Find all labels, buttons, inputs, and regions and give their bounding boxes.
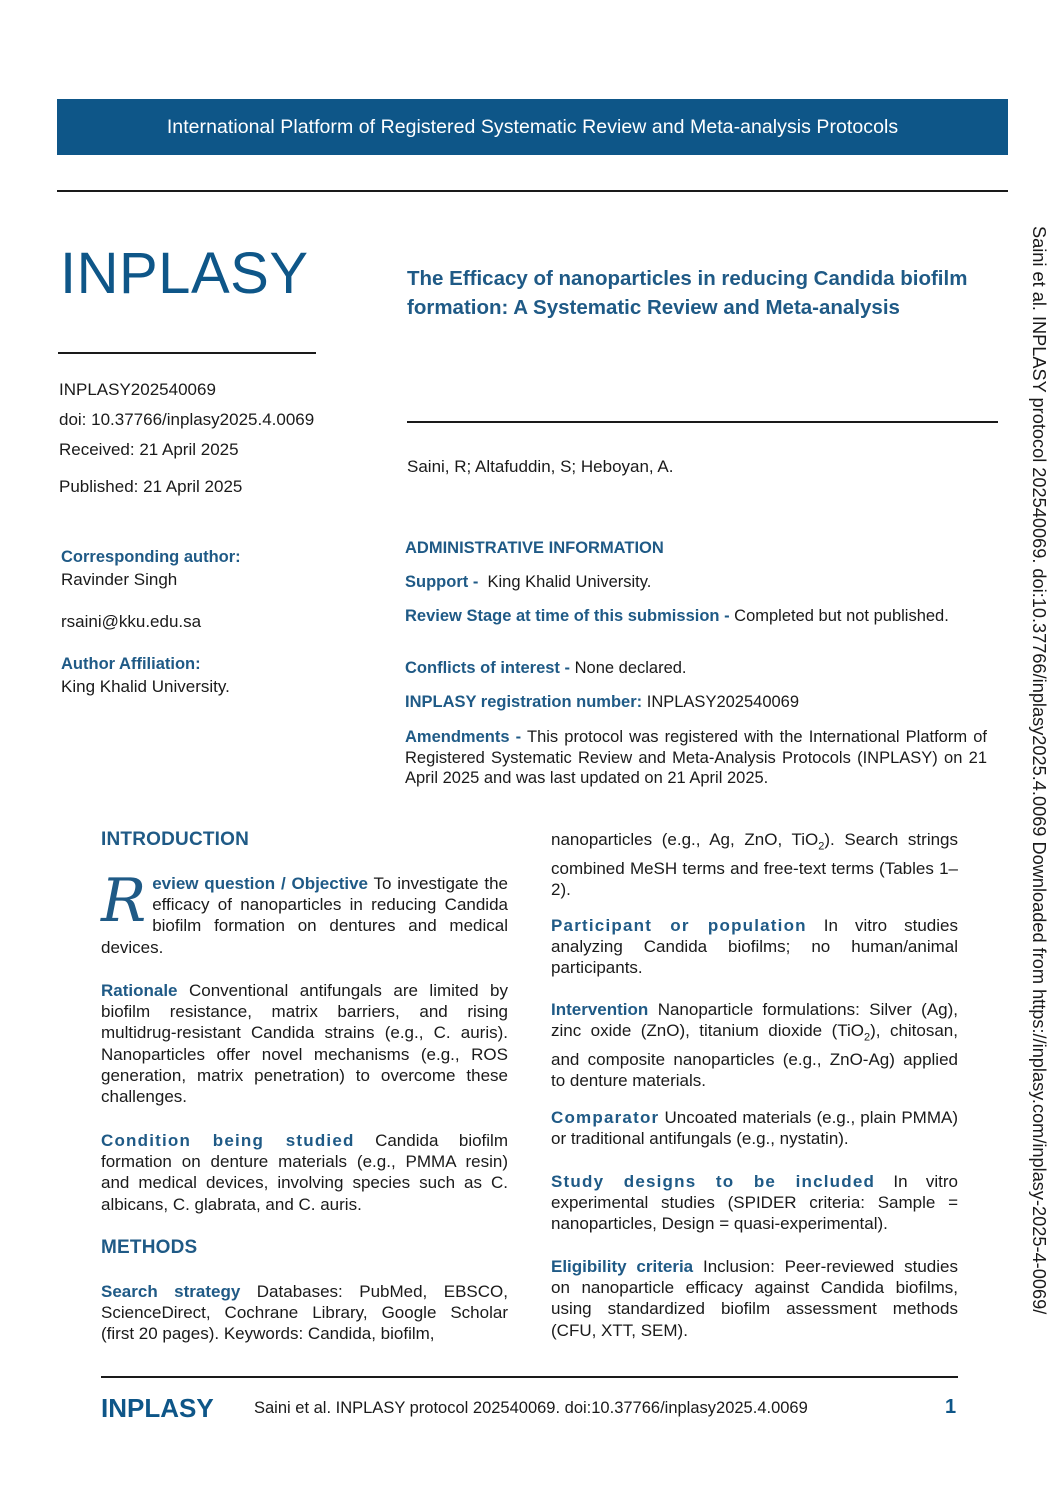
review-question-paragraph	[101, 866, 508, 958]
participant-label: Participant or population	[551, 916, 807, 935]
header-divider	[57, 190, 1008, 192]
search-cont-text-b: ). Search strings combined MeSH terms and free-text terms (Tables 1–2).	[551, 830, 959, 899]
eligibility-label: Eligibility criteria	[551, 1257, 694, 1276]
search-strategy-continued	[551, 829, 958, 900]
study-designs-label: Study designs to be included	[551, 1172, 876, 1191]
page-number: 1	[945, 1396, 957, 1418]
study-designs-paragraph	[551, 1171, 958, 1235]
footer-logo: INPLASY	[101, 1393, 214, 1423]
rationale-text: Conventional antifungals are limited by biofilm resistance, matrix barriers, and rising multidrug-resistant Candida strains (e.g., C. auris). Nanoparticles offer novel mechanisms (e.g., ROS generation, matrix penetration) to overcome these challenges.	[101, 981, 508, 1107]
search-cont-text-a: nanoparticles (e.g., Ag, ZnO, TiO	[551, 830, 819, 849]
condition-text: Candida biofilm formation on denture materials (e.g., PMMA resin) and medical devices, involving species such as C. albicans, C. glabrata, and C. auris.	[101, 1131, 508, 1214]
registration-value: INPLASY202540069	[646, 693, 800, 711]
admin-support	[405, 572, 987, 593]
author-affiliation-label: Author Affiliation:	[61, 655, 201, 673]
eligibility-text: Inclusion: Peer-reviewed studies on nanoparticle efficacy against Candida biofilms, using standardized biofilm assessment methods (CFU, XTT, SEM).	[551, 1257, 958, 1340]
search-strategy-text: Databases: PubMed, EBSCO, ScienceDirect, Cochrane Library, Google Scholar (first 20 pages). Keywords: Candida, biofilm,	[101, 1282, 508, 1344]
review-question-text: To investigate the efficacy of nanoparticles in reducing Candida biofilm formation on dentures and medical devices.	[101, 874, 508, 957]
registration-label: INPLASY registration number:	[405, 693, 643, 711]
intervention-text-b: ), chitosan, and composite nanoparticles (e.g., ZnO-Ag) applied to denture materials.	[551, 1021, 958, 1090]
support-value: King Khalid University.	[487, 573, 652, 591]
intervention-text-a: Nanoparticle formulations: Silver (Ag), zinc oxide (ZnO), titanium dioxide (TiO	[551, 1000, 958, 1041]
footer-divider	[101, 1376, 958, 1378]
published-date: Published: 21 April 2025	[59, 477, 243, 496]
author-email[interactable]: rsaini@kku.edu.sa	[61, 612, 202, 631]
received-date: Received: 21 April 2025	[59, 440, 239, 459]
review-question-label: eview question / Objective	[152, 874, 369, 893]
corresponding-author-name: Ravinder Singh	[61, 570, 178, 589]
author-affiliation: King Khalid University.	[61, 677, 230, 696]
intervention-subscript: 2	[864, 1031, 871, 1044]
review-stage-label: Review Stage at time of this submission -	[405, 607, 730, 625]
doi-text[interactable]: doi: 10.37766/inplasy2025.4.0069	[59, 410, 315, 429]
admin-heading	[405, 538, 987, 559]
eligibility-paragraph	[551, 1256, 958, 1341]
introduction-heading: INTRODUCTION	[101, 829, 250, 850]
logo-divider	[58, 352, 316, 354]
methods-heading: METHODS	[101, 1237, 198, 1258]
platform-banner: International Platform of Registered Systematic Review and Meta-analysis Protocols	[57, 99, 1008, 155]
comparator-label: Comparator	[551, 1108, 660, 1127]
paper-title: The Efficacy of nanoparticles in reducing Candida biofilm formation: A Systematic Review and Meta-analysis	[407, 267, 968, 319]
study-designs-text: In vitro experimental studies (SPIDER criteria: Sample = nanoparticles, Design = quasi-experimental).	[551, 1172, 958, 1234]
intervention-paragraph	[551, 999, 958, 1091]
registration-id: INPLASY202540069	[59, 380, 216, 399]
comparator-paragraph	[551, 1107, 958, 1149]
search-strategy-label: Search strategy	[101, 1282, 241, 1301]
admin-review-stage	[405, 606, 987, 627]
title-divider	[407, 421, 998, 423]
amendments-label: Amendments -	[405, 728, 522, 746]
search-strategy-paragraph	[101, 1281, 508, 1345]
admin-amendments	[405, 727, 987, 789]
corresponding-author-label: Corresponding author:	[61, 548, 241, 566]
inplasy-logo: INPLASY	[60, 241, 309, 306]
rationale-paragraph	[101, 980, 508, 1107]
intervention-label: Intervention	[551, 1000, 649, 1019]
admin-conflicts	[405, 658, 987, 679]
admin-heading-text: ADMINISTRATIVE INFORMATION	[405, 539, 664, 557]
conflicts-value: None declared.	[574, 659, 687, 677]
support-label: Support -	[405, 573, 479, 591]
search-cont-subscript: 2	[818, 840, 825, 853]
participant-text: In vitro studies analyzing Candida biofilms; no human/animal participants.	[551, 916, 958, 978]
footer-citation: Saini et al. INPLASY protocol 202540069. doi:10.37766/inplasy2025.4.0069	[254, 1399, 808, 1417]
drop-cap-letter: R	[101, 866, 147, 936]
rationale-label: Rationale	[101, 981, 178, 1000]
amendments-value: This protocol was registered with the International Platform of Registered Systematic Review and Meta-Analysis Protocols (INPLASY) on 21 April 2025 and was last updated on 21 April 2025.	[405, 728, 987, 787]
condition-label: Condition being studied	[101, 1131, 355, 1150]
participant-paragraph	[551, 915, 958, 979]
conflicts-label: Conflicts of interest -	[405, 659, 571, 677]
vertical-download-note[interactable]: Saini et al. INPLASY protocol 202540069. doi:10.37766/inplasy2025.4.0069 Downloaded from https://inplasy.com/inplasy-2025-4-0069/	[1029, 226, 1049, 1315]
review-stage-value: Completed but not published.	[734, 607, 949, 625]
author-list: Saini, R; Altafuddin, S; Heboyan, A.	[407, 457, 674, 476]
comparator-text: Uncoated materials (e.g., plain PMMA) or traditional antifungals (e.g., nystatin).	[551, 1108, 958, 1149]
admin-registration	[405, 692, 987, 713]
condition-paragraph	[101, 1130, 508, 1215]
